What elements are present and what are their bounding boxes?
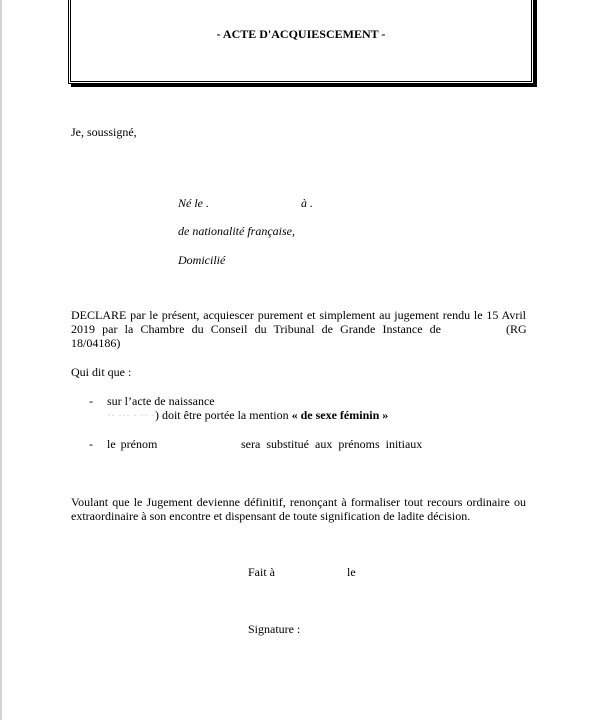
fait-a-label: Fait à bbox=[248, 565, 275, 579]
declaration-line-2: 2019 par la Chambre du Conseil du Tribunal de Grande Instance de bbox=[71, 322, 441, 336]
item-1-text: sur l’acte de naissance bbox=[107, 394, 215, 408]
mention: « de sexe féminin » bbox=[291, 408, 389, 422]
declaration-line-1: DECLARE par le présent, acquiescer purement et simplement au jugement rendu le 15 Avril bbox=[71, 308, 526, 322]
bullet-1: - bbox=[89, 394, 93, 408]
date-label: le bbox=[347, 565, 356, 579]
qui-dit-que: Qui dit que : bbox=[71, 365, 132, 379]
item-2-text: le prénom bbox=[107, 437, 158, 451]
final-paragraph: Voulant que le Jugement devienne définitif, renonçant à formaliser tout recours ordinaire ou extraordinaire à son encontre et dispensant de toute signification de ladite décision. bbox=[71, 495, 526, 523]
birth-date-label: Né le . bbox=[178, 196, 209, 210]
domicile-label: Domicilié bbox=[178, 253, 226, 267]
item-2-text-2: sera substitué aux prénoms initiaux bbox=[241, 437, 423, 451]
greeting: Je, soussigné, bbox=[71, 125, 137, 139]
title-box bbox=[68, 0, 534, 84]
nationality: de nationalité française, bbox=[178, 224, 295, 238]
declaration-line-3: 18/04186) bbox=[71, 336, 121, 350]
item-1-text-2: ) doit être portée la mention bbox=[154, 408, 289, 422]
declaration-rg: (RG bbox=[506, 322, 527, 336]
item-1-continuation bbox=[107, 409, 388, 422]
document-title: - ACTE D'ACQUIESCEMENT - bbox=[216, 27, 386, 41]
birth-place-label: à . bbox=[301, 196, 313, 210]
page-edge bbox=[0, 0, 2, 720]
redacted-text: ·· ··· · ·· · bbox=[107, 408, 155, 422]
bullet-2: - bbox=[89, 437, 93, 451]
signature-label: Signature : bbox=[248, 622, 301, 636]
